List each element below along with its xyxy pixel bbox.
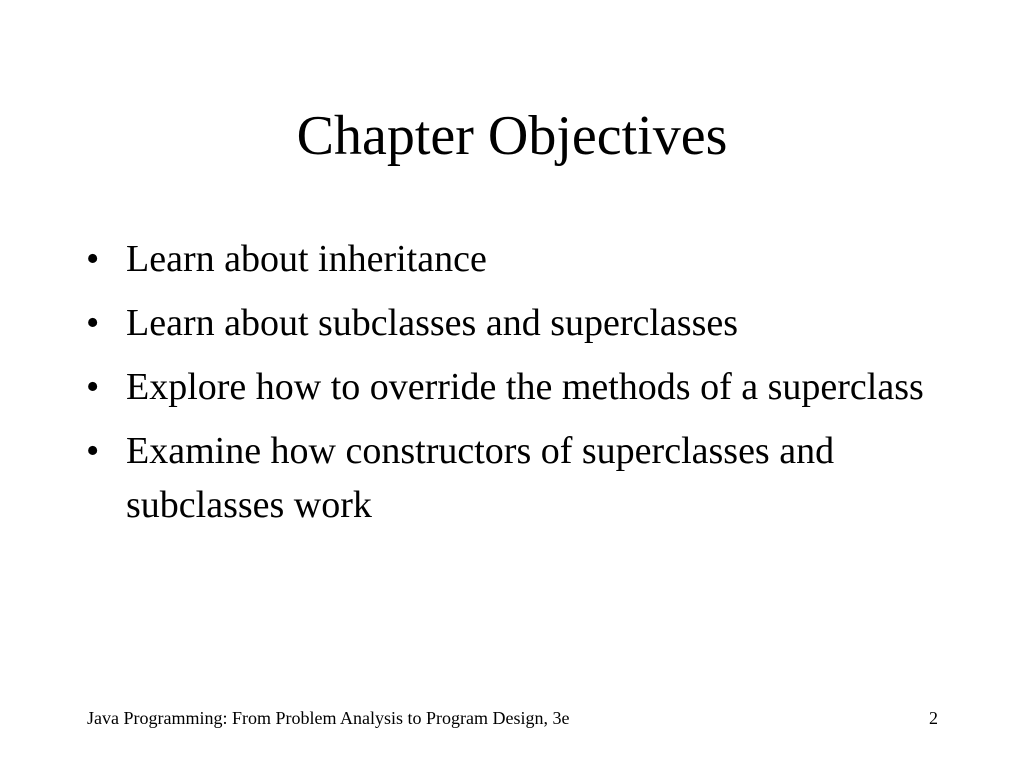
bullet-dot-icon: • bbox=[86, 430, 100, 472]
bullet-text: Explore how to override the methods of a superclass bbox=[126, 366, 924, 408]
footer-book-title: Java Programming: From Problem Analysis to Program Design, 3e bbox=[87, 708, 570, 728]
slide-title: Chapter Objectives bbox=[296, 105, 728, 167]
bullet-dot-icon: • bbox=[86, 366, 100, 408]
footer-page-number: 2 bbox=[929, 708, 938, 728]
bullet-text: Examine how constructors of superclasses and subclasses work bbox=[126, 430, 835, 526]
bullet-item bbox=[84, 296, 924, 350]
bullet-item bbox=[84, 232, 924, 286]
bullet-text: Learn about subclasses and superclasses bbox=[126, 302, 739, 344]
bullet-list bbox=[84, 232, 924, 542]
bullet-dot-icon: • bbox=[86, 302, 100, 344]
bullet-item bbox=[84, 360, 924, 414]
bullet-item bbox=[84, 424, 924, 532]
bullet-dot-icon: • bbox=[86, 238, 100, 280]
bullet-text: Learn about inheritance bbox=[126, 238, 487, 280]
